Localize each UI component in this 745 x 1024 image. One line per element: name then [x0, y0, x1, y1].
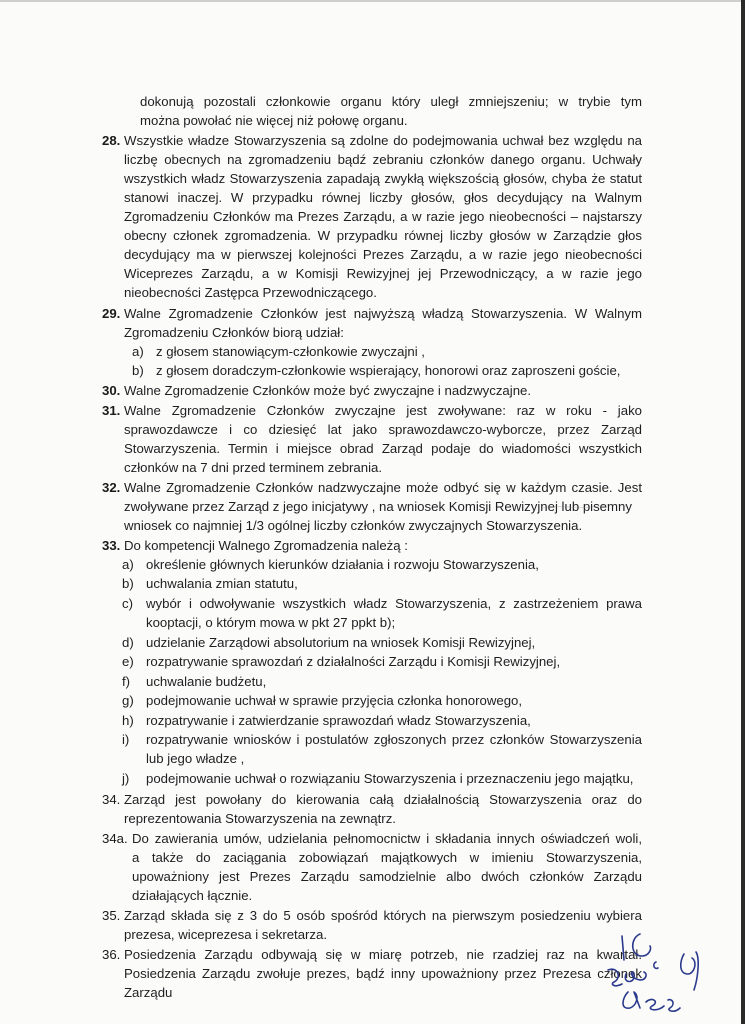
paragraph-34-number: 34. — [102, 792, 121, 807]
list-item-text: wybór i odwoływanie wszystkich władz Stowarzyszenia, z zastrzeżeniem prawa — [146, 596, 642, 611]
paragraph-33-intro: Do kompetencji Walnego Zgromadzenia należą : — [124, 538, 408, 553]
paragraph-30-text: Walne Zgromadzenie Członków może być zwyczajne i nadzwyczajne. — [124, 383, 532, 398]
paragraph-36-line: Zarządu — [124, 985, 173, 1000]
paragraph-31-number: 31. — [102, 403, 121, 418]
list-item-label: b) — [122, 576, 134, 591]
list-item-label: i) — [122, 732, 130, 747]
list-item-text: z głosem stanowiącym-członkowie zwyczajni , — [156, 344, 425, 359]
list-item-text: lub jego władze , — [146, 751, 245, 766]
list-item-text: podejmowanie uchwał w sprawie przyjęcia członka honorowego, — [146, 693, 523, 708]
paragraph-29-number: 29. — [102, 306, 121, 321]
paragraph-28-line: decydujący ma w pierwszej kolejności Prezes Zarządu, a w razie jego nieobecności — [124, 247, 642, 262]
scan-top-edge — [0, 0, 745, 2]
paragraph-28-line: Zgromadzeniu Członków ma Prezes Zarządu, a w razie jego nieobecności – najstarszy — [124, 209, 642, 224]
paragraph-35-line: prezesa, wiceprezesa i sekretarza. — [124, 927, 328, 942]
paragraph-28-line: wszystkich władz Stowarzyszenia zapadają zwykłą większością głosów, chyba że statut — [124, 171, 642, 186]
paragraph-32-line: zwoływane przez Zarząd z jego inicjatywy , na wniosek Komisji Rewizyjnej lub pisemny — [124, 499, 632, 514]
paragraph-35-number: 35. — [102, 908, 121, 923]
list-item-label: j) — [122, 771, 130, 786]
paragraph-28-number: 28. — [102, 133, 121, 148]
paragraph-31-line: Stowarzyszenia. Termin i miejsce obrad Zarząd podaje do wiadomości wszystkich — [124, 441, 642, 456]
list-item-text: z głosem doradczym-członkowie wspierający, honorowi oraz zaproszeni goście, — [156, 363, 621, 378]
paragraph-31-line: sprawozdawcze i co dziesięć lat jako sprawozdawczo-wyborcze, przez Zarząd — [124, 422, 642, 437]
list-item-text: uchwalania zmian statutu, — [146, 576, 298, 591]
paragraph-35-line: Zarząd składa się z 3 do 5 osób spośród których na pierwszym posiedzeniu wybiera — [124, 908, 642, 923]
paragraph-28-line: stanowi inaczej. W przypadku równej liczby głosów, głos decydujący na Walnym — [124, 190, 642, 205]
list-item-label: f) — [122, 674, 131, 689]
list-item-label: c) — [122, 596, 133, 611]
list-item-label: b) — [132, 363, 144, 378]
handwritten-signature-icon — [600, 918, 730, 1018]
paragraph-34a-line: działających łącznie. — [132, 888, 253, 903]
paragraph-31-line: członków na 7 dni przed terminem zebrania. — [124, 460, 383, 475]
paragraph-34a-line: Do zawierania umów, udzielania pełnomocnictw i składania innych oświadczeń woli, — [132, 831, 642, 846]
paragraph-32-line: Walne Zgromadzenie Członków nadzwyczajne może odbyć się w każdym czasie. Jest — [124, 480, 642, 495]
list-item-text: uchwalanie budżetu, — [146, 674, 267, 689]
list-item-label: d) — [122, 635, 134, 650]
list-item-text: kooptacji, o którym mowa w pkt 27 ppkt b); — [146, 615, 396, 630]
paragraph-28-line: nieobecności Zastępca Przewodniczącego. — [124, 285, 377, 300]
list-item-label: g) — [122, 693, 134, 708]
paragraph-34a-number: 34a. — [102, 831, 128, 846]
list-item-label: a) — [132, 344, 144, 359]
list-item-text: określenie głównych kierunków działania i rozwoju Stowarzyszenia, — [146, 557, 539, 572]
list-item-label: e) — [122, 654, 134, 669]
list-item-text: rozpatrywanie wniosków i postulatów zgłoszonych przez członków Stowarzyszenia — [146, 732, 642, 747]
list-item-text: rozpatrywanie i zatwierdzanie sprawozdań władz Stowarzyszenia, — [146, 713, 531, 728]
paragraph-28-line: Wiceprezes Zarządu, a w Komisji Rewizyjnej jej Przewodniczący, a w razie jego — [124, 266, 642, 281]
list-item-text: podejmowanie uchwał o rozwiązaniu Stowarzyszenia i przeznaczeniu jego majątku, — [146, 771, 634, 786]
paragraph-32-line: wniosek co najmniej 1/3 ogólnej liczby członków zwyczajnych Stowarzyszenia. — [124, 518, 583, 533]
intro-line-2: można powołać nie więcej niż połowę organu. — [140, 113, 408, 128]
paragraph-28-line: Wszystkie władze Stowarzyszenia są zdolne do podejmowania uchwał bez względu na — [124, 133, 642, 148]
list-item-text: rozpatrywanie sprawozdań z działalności Zarządu i Komisji Rewizyjnej, — [146, 654, 561, 669]
list-item-label: h) — [122, 713, 134, 728]
scan-right-edge — [741, 0, 745, 1024]
paragraph-31-line: Walne Zgromadzenie Członków zwyczajne jest zwoływane: raz w roku - jako — [124, 403, 642, 418]
paragraph-34a-line: upoważniony jest Prezes Zarządu samodzielnie albo dwóch członków Zarządu — [132, 869, 642, 884]
paragraph-36-line: Posiedzenia Zarządu odbywają się w miarę potrzeb, nie rzadziej raz na kwartał. — [124, 947, 642, 962]
paragraph-34a-line: a także do zaciągania zobowiązań majątkowych w imieniu Stowarzyszenia, — [132, 850, 642, 865]
paragraph-29-line: Zgromadzeniu Członków biorą udział: — [124, 325, 344, 340]
paragraph-36-number: 36. — [102, 947, 121, 962]
paragraph-28-line: obecny członek zgromadzenia. W przypadku równej liczby głosów w Zarządzie głos — [124, 228, 642, 243]
paragraph-28-line: liczbę obecnych na zgromadzeniu bądź zebraniu członków danego organu. Uchwały — [124, 152, 642, 167]
paragraph-30-number: 30. — [102, 383, 121, 398]
paragraph-33-number: 33. — [102, 538, 121, 553]
scan-bleed-through — [540, 500, 630, 514]
paragraph-34-line: Zarząd jest powołany do kierowania całą działalnością Stowarzyszenia oraz do — [124, 792, 642, 807]
paragraph-34-line: reprezentowania Stowarzyszenia na zewnątrz. — [124, 811, 396, 826]
list-item-text: udzielanie Zarządowi absolutorium na wniosek Komisji Rewizyjnej, — [146, 635, 536, 650]
intro-line-1: dokonują pozostali członkowie organu który uległ zmniejszeniu; w trybie tym — [140, 94, 642, 109]
paragraph-32-number: 32. — [102, 480, 121, 495]
paragraph-36-line: Posiedzenia Zarządu zwołuje prezes, bądź inny upoważniony przez Prezesa członek — [124, 966, 642, 981]
list-item-label: a) — [122, 557, 134, 572]
paragraph-29-line: Walne Zgromadzenie Członków jest najwyższą władzą Stowarzyszenia. W Walnym — [124, 306, 642, 321]
